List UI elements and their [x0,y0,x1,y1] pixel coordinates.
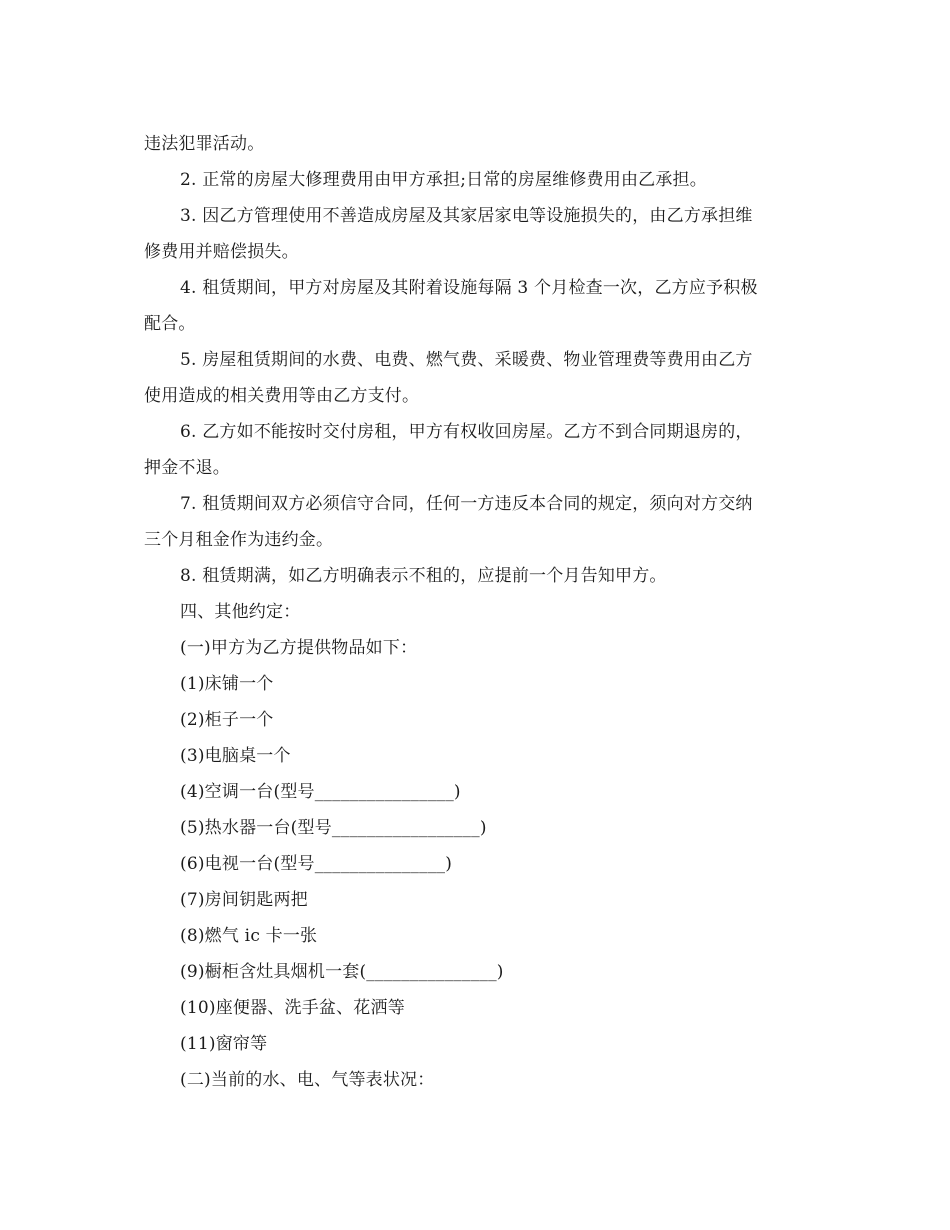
text-line: 3. 因乙方管理使用不善造成房屋及其家居家电等设施损失的，由乙方承担维 [180,206,753,226]
text-line: 2. 正常的房屋大修理费用由甲方承担;日常的房屋维修费用由乙承担。 [180,170,707,190]
text-line: 修费用并赔偿损失。 [144,242,299,262]
text-line: 配合。 [144,314,196,334]
text-line: (10)座便器、洗手盆、花洒等 [180,998,405,1018]
text-line: (4)空调一台(型号________________) [180,782,461,802]
text-line: (8)燃气 ic 卡一张 [180,926,318,946]
text-line: 7. 租赁期间双方必须信守合同，任何一方违反本合同的规定，须向对方交纳 [180,494,753,514]
text-line: (11)窗帘等 [180,1034,268,1054]
text-line: 押金不退。 [144,458,230,478]
text-line: 使用造成的相关费用等由乙方支付。 [144,386,420,406]
text-line: (6)电视一台(型号_______________) [180,854,453,874]
text-line: (5)热水器一台(型号_________________) [180,818,487,838]
text-line: 6. 乙方如不能按时交付房租，甲方有权收回房屋。乙方不到合同期退房的， [180,422,753,442]
text-line: 违法犯罪活动。 [144,134,265,154]
document-body [144,126,806,1098]
text-line: 四、其他约定： [180,602,301,622]
text-line: (二)当前的水、电、气等表状况： [180,1070,435,1090]
text-line: (一)甲方为乙方提供物品如下： [180,638,418,658]
text-line: (9)橱柜含灶具烟机一套(_______________) [180,962,504,982]
text-line: 8. 租赁期满，如乙方明确表示不租的，应提前一个月告知甲方。 [180,566,667,586]
text-line: (1)床铺一个 [180,674,274,694]
text-line: 4. 租赁期间，甲方对房屋及其附着设施每隔 3 个月检查一次，乙方应予积极 [180,278,758,298]
text-line: (2)柜子一个 [180,710,274,730]
text-line: (7)房间钥匙两把 [180,890,308,910]
text-line: 三个月租金作为违约金。 [144,530,334,550]
text-line: 5. 房屋租赁期间的水费、电费、燃气费、采暖费、物业管理费等费用由乙方 [180,350,753,370]
text-line: (3)电脑桌一个 [180,746,291,766]
